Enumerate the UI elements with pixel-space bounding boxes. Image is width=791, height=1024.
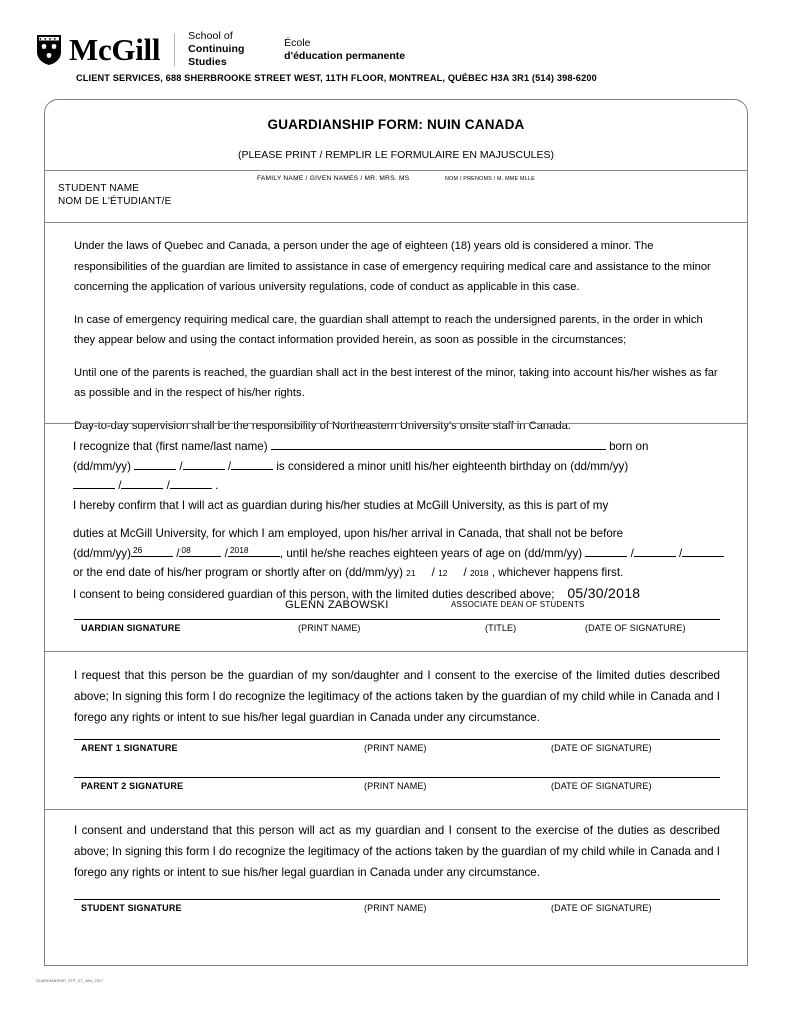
duties-line-2: (dd/mm/yy) 26 / 08 / 2018 , until he/she reaches eighteen years of age on (dd/mm/yy) / / [73, 544, 725, 564]
parent2-print-name-caption: (PRINT NAME) [364, 781, 427, 791]
program-end-label: or the end date of his/her program or shortly after on (dd/mm/yy) [73, 566, 403, 579]
student-name-label-en: STUDENT NAME [58, 183, 140, 194]
parent1-print-name-caption: (PRINT NAME) [364, 743, 427, 753]
unit-en-line1: School of [188, 30, 233, 42]
student-date-caption: (DATE OF SIGNATURE) [551, 903, 652, 913]
program-end-month-value[interactable]: 12 [438, 568, 448, 578]
birthdate-label: (dd/mm/yy) [73, 459, 131, 473]
arrival-year-blank[interactable] [228, 544, 280, 557]
recognition-line3-period: . [215, 479, 219, 492]
duties-line2-middle: , until he/she reaches eighteen years of age on (dd/mm/yy) [279, 546, 583, 560]
parent1-signature-line[interactable] [74, 739, 720, 740]
divider-student-name [45, 222, 747, 223]
unit-fr-line2: d'éducation permanente [284, 49, 406, 62]
arrival-month-value: 08 [181, 544, 191, 555]
unit-en-line2: Continuing Studies [188, 43, 245, 68]
arrival-date-label: (dd/mm/yy) [73, 546, 131, 560]
eighteenth-year-blank[interactable] [170, 488, 212, 489]
student-print-name-caption: (PRINT NAME) [364, 903, 427, 913]
student-signature-line[interactable] [74, 899, 720, 900]
form-version-code: GUARDIANSHIP_STP_VT_JAN_2017 [36, 979, 104, 983]
duties-block [73, 524, 725, 604]
recognition-line1-suffix: born on [609, 440, 649, 453]
paragraph-1: Under the laws of Quebec and Canada, a person under the age of eighteen (18) years old is considered a minor. The responsibilities of the guardian are limited to assistance in case of emergency requiring medical care and assistance to the minor concerning the application of various university regulations, code of conduct as applicable in this case. [74, 240, 711, 293]
student-name-caption-fr: NOM / PRENOMS / M. MME MLLE [445, 176, 535, 182]
recognition-block [73, 437, 725, 515]
parent-consent-paragraph-block [74, 665, 720, 728]
paragraph-2: In case of emergency requiring medical care, the guardian shall attempt to reach the undersigned parents, in the order in which they appear below and using the contact information provided herein, as soon as possible in the circumstances; [74, 313, 703, 346]
student-consent-paragraph: I consent and understand that this person will act as my guardian and I consent to the exercise of the duties as described above; In signing this form I do recognize the legitimacy of the actions taken by the guardian of my child while in Canada and I forego any rights or intent to sue his/her legal guardian in Canada under any circumstance. [74, 824, 720, 879]
parent1-signature-caption: ARENT 1 SIGNATURE [81, 743, 178, 753]
student-name-caption-en: FAMILY NAME / GIVEN NAMES / MR. MRS. MS [257, 175, 410, 182]
student-name-label-fr: NOM DE L'ÉTUDIANT/E [58, 196, 172, 207]
form-title: GUARDIANSHIP FORM: NUIN CANADA [267, 117, 525, 132]
paragraph-3: Until one of the parents is reached, the guardian shall act in the best interest of the minor, taking into account his/her wishes as far as possible and in the respect of his/her rights. [74, 366, 718, 399]
recognition-line-4: I hereby confirm that I will act as guardian during his/her studies at McGill University, as this is part of my [73, 498, 609, 512]
guardian-signature-caption: UARDIAN SIGNATURE [81, 623, 181, 633]
arrival-day-value: 26 [132, 544, 143, 555]
recognition-line2-middle: is considered a minor unitl his/her eighteenth birthday on (dd/mm/yy) [276, 459, 629, 473]
parent1-date-caption: (DATE OF SIGNATURE) [551, 743, 652, 753]
unit-name-english [188, 30, 284, 69]
guardian-date-caption: (DATE OF SIGNATURE) [585, 623, 686, 633]
guardian-title-caption: (TITLE) [485, 623, 517, 633]
minor-name-blank[interactable] [271, 449, 606, 450]
divider-parent [45, 809, 747, 810]
divider-title [45, 170, 747, 171]
office-address: CLIENT SERVICES, 688 SHERBROOKE STREET WEST, 11TH FLOOR, MONTREAL, QUÉBEC H3A 3R1 (514) 398-6200 [76, 73, 597, 83]
student-consent-paragraph-block [74, 820, 720, 883]
mcgill-logo-lockup [36, 30, 405, 69]
student-name-label [58, 182, 172, 208]
duties-line-1: duties at McGill University, for which I am employed, upon his/her arrival in Canada, that shall not be before [73, 527, 624, 540]
student-signature-caption: STUDENT SIGNATURE [81, 903, 182, 913]
age18-month-blank[interactable] [634, 556, 676, 557]
age18-year-blank[interactable] [682, 556, 724, 557]
mcgill-wordmark: McGill [69, 31, 161, 67]
consent-guardian-text: I consent to being considered guardian of this person, with the limited duties described above; [73, 587, 555, 601]
recognition-line-3: / / . [73, 476, 725, 496]
guardian-signature-date-value[interactable]: 05/30/2018 [567, 584, 641, 601]
duties-line-4 [73, 584, 725, 605]
guardian-signature-line[interactable] [74, 619, 720, 620]
recognition-line1-prefix: I recognize that (first name/last name) [73, 440, 268, 453]
program-end-day-value[interactable]: 21 [406, 568, 416, 578]
parent2-date-caption: (DATE OF SIGNATURE) [551, 781, 652, 791]
parent2-signature-caption: PARENT 2 SIGNATURE [81, 781, 184, 791]
unit-fr-line1: École [284, 36, 311, 49]
arrival-day-blank[interactable] [131, 544, 173, 557]
parent-consent-paragraph: I request that this person be the guardian of my son/daughter and I consent to the exercise of the limited duties described above; In signing this form I do recognize the legitimacy of the actions taken by the guardian of my child while in Canada and I forego any rights or intent to sue his/her legal guardian in Canada under any circumstance. [74, 669, 720, 724]
logo-divider [174, 33, 175, 67]
eighteenth-day-blank[interactable] [73, 488, 115, 489]
birth-month-blank[interactable] [183, 469, 225, 470]
eighteenth-month-blank[interactable] [121, 488, 163, 489]
divider-intro [45, 423, 747, 424]
arrival-month-blank[interactable] [179, 544, 221, 557]
duties-line-3: or the end date of his/her program or shortly after on (dd/mm/yy) 21 / 12 / 2018 , whichever happens first. [73, 566, 624, 579]
age18-day-blank[interactable] [585, 556, 627, 557]
recognition-line-2: (dd/mm/yy) / / is considered a minor unitl his/her eighteenth birthday on (dd/mm/yy) [73, 459, 629, 473]
program-end-year-value[interactable]: 2018 [469, 568, 489, 578]
guardian-print-name-caption: (PRINT NAME) [298, 623, 361, 633]
divider-guardian [45, 651, 747, 652]
guardianship-form [44, 99, 748, 966]
paragraph-4: Day-to-day supervision shall be the responsibility of Northeastern University's onsite staff in Canada. [74, 419, 571, 432]
mcgill-crest-icon [36, 34, 62, 66]
birth-year-blank[interactable] [231, 469, 273, 470]
birth-day-blank[interactable] [134, 469, 176, 470]
parent2-signature-line[interactable] [74, 777, 720, 778]
guardian-print-name-value: GLENN ZABOWSKI [285, 599, 389, 611]
arrival-year-value: 2018 [229, 544, 249, 555]
unit-name-french [284, 37, 405, 63]
duties-line3-suffix: , whichever happens first. [491, 566, 624, 579]
guardian-title-value: ASSOCIATE DEAN OF STUDENTS [451, 600, 585, 609]
form-subtitle: (PLEASE PRINT / REMPLIR LE FORMULAIRE EN MAJUSCULES) [237, 149, 555, 161]
recognition-line-1 [73, 437, 725, 457]
intro-paragraphs [74, 236, 720, 436]
